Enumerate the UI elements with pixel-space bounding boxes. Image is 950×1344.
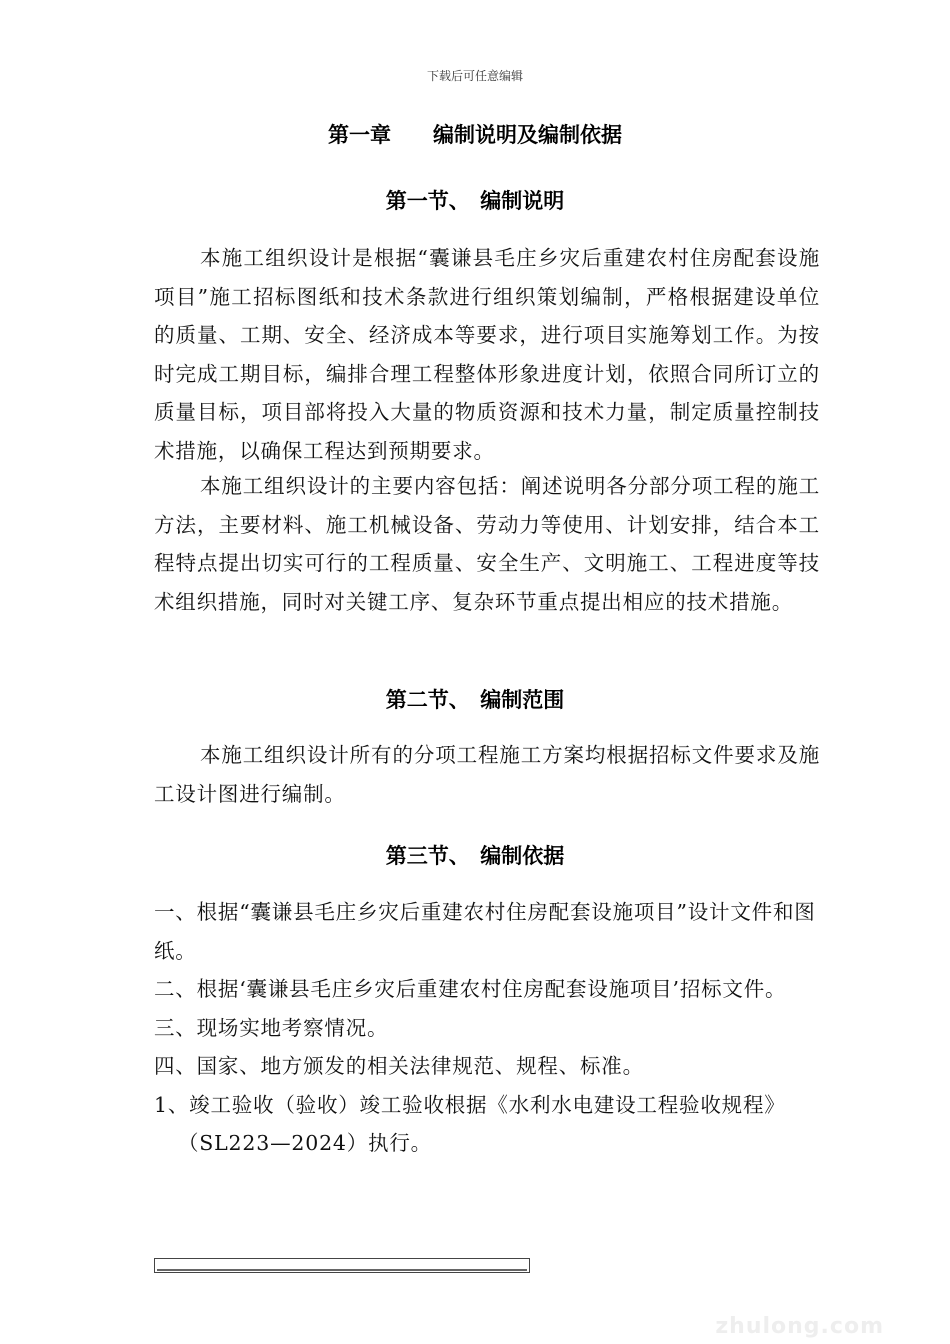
header-note: 下载后可任意编辑 — [426, 69, 523, 83]
section3-title: 第三节、 编制依据 — [385, 844, 565, 868]
footer-box-rule — [157, 1269, 527, 1271]
basis-item-2: 二、根据‘囊谦县毛庄乡灾后重建农村住房配套设施项目’招标文件。 — [154, 977, 787, 1001]
section2-title: 第二节、 编制范围 — [385, 688, 565, 712]
section2-paragraph: 本施工组织设计所有的分项工程施工方案均根据招标文件要求及施工设计图进行编制。 — [154, 743, 820, 806]
footer-box — [154, 1258, 530, 1273]
section1-paragraph-2: 本施工组织设计的主要内容包括：阐述说明各分部分项工程的施工方法，主要材料、施工机械设备、劳动力等使用、计划安排，结合本工程特点提出切实可行的工程质量、安全生产、文明施工、工程进度等技术组织措施，同时对关键工序、复杂环节重点提出相应的技术措施。 — [154, 474, 820, 614]
watermark: zhulong.com — [715, 1314, 884, 1339]
basis-list — [154, 893, 820, 1163]
section1-paragraph-1: 本施工组织设计是根据“囊谦县毛庄乡灾后重建农村住房配套设施项目”施工招标图纸和技术条款进行组织策划编制，严格根据建设单位的质量、工期、安全、经济成本等要求，进行项目实施筹划工作。为按时完成工期目标，编排合理工程整体形象进度计划，依照合同所订立的质量目标，项目部将投入大量的物质资源和技术力量，制定质量控制技术措施，以确保工程达到预期要求。 — [154, 246, 820, 463]
basis-item-5-continued: （SL223—2024）执行。 — [178, 1131, 432, 1155]
basis-item-4: 四、国家、地方颁发的相关法律规范、规程、标准。 — [154, 1054, 644, 1078]
section1-title: 第一节、 编制说明 — [385, 189, 565, 213]
basis-item-5: 1、竣工验收（验收）竣工验收根据《水利水电建设工程验收规程》 — [154, 1092, 786, 1117]
chapter-title: 第一章 编制说明及编制依据 — [328, 123, 622, 147]
basis-item-1: 一、根据“囊谦县毛庄乡灾后重建农村住房配套设施项目”设计文件和图纸。 — [154, 900, 816, 963]
basis-item-3: 三、现场实地考察情况。 — [154, 1015, 389, 1040]
